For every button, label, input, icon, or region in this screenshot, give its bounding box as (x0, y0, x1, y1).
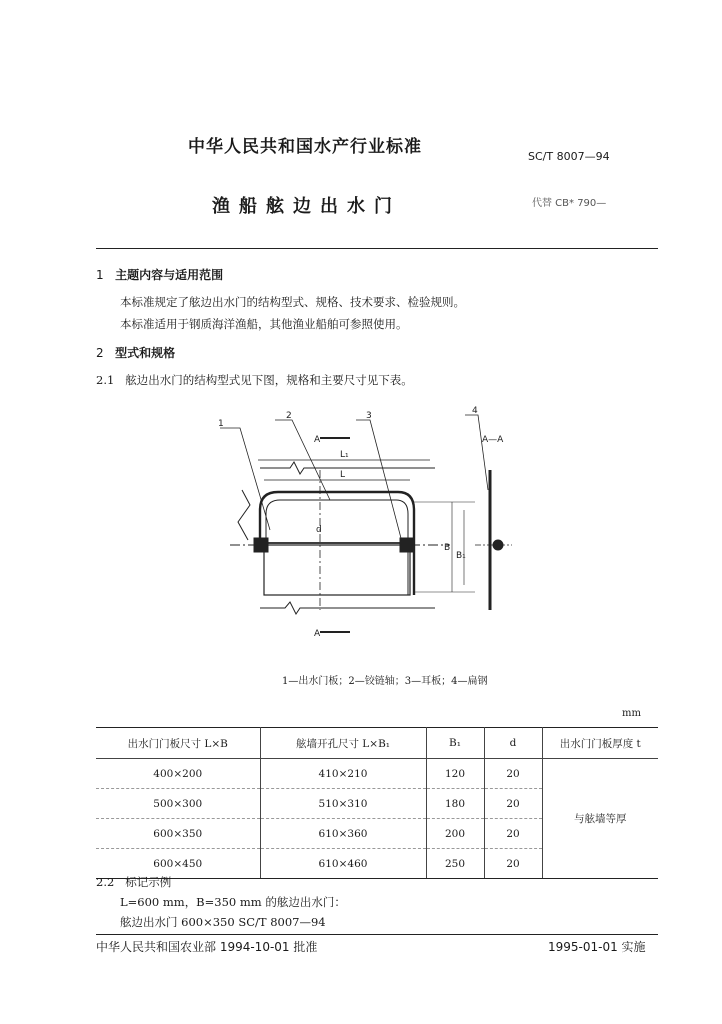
break-line-bottom (260, 602, 435, 614)
hinge-lug-left (254, 538, 268, 552)
cell-door-size: 400×200 (96, 759, 260, 789)
dim-label-b: B (444, 543, 451, 553)
cell-door-size: 600×350 (96, 819, 260, 849)
section-aa-label: A—A (482, 435, 504, 445)
drawing-caption: 1—出水门板；2—铰链轴；3—耳板；4—扁钢 (282, 676, 488, 687)
callout-1-leader (220, 428, 270, 530)
table-header-row (96, 728, 658, 759)
section-1-paragraph-2: 本标准适用于钢质海洋渔船，其他渔业船舶可参照使用。 (120, 317, 408, 331)
dim-label-l1: L₁ (340, 450, 349, 460)
table-row (96, 759, 658, 789)
marking-example-line-1: L=600 mm，B=350 mm 的舷边出水门： (120, 895, 346, 909)
section-2-2-title: 标记示例 (125, 875, 172, 889)
callout-label-1: 1 (218, 419, 224, 429)
cell-b1: 200 (426, 819, 484, 849)
cell-door-size: 500×300 (96, 789, 260, 819)
effective-date: 1995-01-01 实施 (548, 940, 646, 954)
callout-label-4: 4 (472, 406, 478, 416)
standard-code: SC/T 8007—94 (528, 150, 610, 163)
section-1-title: 主题内容与适用范围 (115, 268, 224, 282)
replaces-note: 代替 CB* 790— (532, 198, 607, 209)
header-rule (96, 248, 658, 249)
cell-b1: 250 (426, 849, 484, 879)
issuing-body: 中华人民共和国水产行业标准 (188, 137, 422, 157)
section-1-heading (96, 266, 223, 283)
header-opening-size: 舷墙开孔尺寸 L×B₁ (260, 728, 426, 759)
cell-door-size: 600×450 (96, 849, 260, 879)
cell-thickness-merged: 与舷墙等厚 (542, 759, 658, 879)
specification-table (96, 727, 658, 879)
section-2-number: 2 (96, 346, 104, 360)
footer-rule (96, 934, 658, 935)
cut-mark-label-top: A (314, 435, 321, 445)
callout-4-leader (465, 415, 488, 490)
cell-d: 20 (484, 819, 542, 849)
dim-label-d: d (316, 525, 322, 535)
approval-date: 中华人民共和国农业部 1994-10-01 批准 (96, 940, 318, 954)
section-2-1-number: 2.1 (96, 373, 115, 387)
section-2-heading (96, 344, 175, 361)
cell-b1: 120 (426, 759, 484, 789)
dim-label-b1: B₁ (456, 551, 466, 561)
cell-d: 20 (484, 789, 542, 819)
section-2-title: 型式和规格 (115, 346, 176, 360)
cell-b1: 180 (426, 789, 484, 819)
section-1-paragraph-1: 本标准规定了舷边出水门的结构型式、规格、技术要求、检验规则。 (120, 295, 465, 309)
section-1-number: 1 (96, 268, 104, 282)
section-2-1-text: 舷边出水门的结构型式见下图，规格和主要尺寸见下表。 (125, 373, 413, 387)
break-line-left (238, 490, 250, 540)
scupper-door-drawing (218, 406, 520, 660)
header-d: d (484, 728, 542, 759)
section-2-1 (96, 372, 413, 388)
hinge-lug-right (400, 538, 414, 552)
callout-label-3: 3 (366, 411, 372, 421)
cell-opening-size: 510×310 (260, 789, 426, 819)
cell-opening-size: 410×210 (260, 759, 426, 789)
section-aa-hinge (493, 540, 503, 550)
document-title: 渔船舷边出水门 (212, 196, 401, 217)
callout-3-leader (356, 420, 402, 542)
cell-opening-size: 610×360 (260, 819, 426, 849)
section-2-2-number: 2.2 (96, 875, 115, 889)
header-door-size: 出水门门板尺寸 L×B (96, 728, 260, 759)
break-line-top (260, 462, 435, 474)
door-plate-inner (266, 500, 408, 595)
marking-example-line-2: 舷边出水门 600×350 SC/T 8007—94 (120, 915, 326, 929)
door-plate-body (264, 545, 410, 595)
callout-label-2: 2 (286, 411, 292, 421)
cut-mark-label-bottom: A (314, 629, 321, 639)
section-2-2-heading (96, 874, 171, 890)
cell-d: 20 (484, 849, 542, 879)
header-thickness: 出水门门板厚度 t (542, 728, 658, 759)
table-unit: mm (622, 708, 641, 719)
header-b1: B₁ (426, 728, 484, 759)
dim-label-l: L (340, 470, 346, 480)
cell-opening-size: 610×460 (260, 849, 426, 879)
cell-d: 20 (484, 759, 542, 789)
